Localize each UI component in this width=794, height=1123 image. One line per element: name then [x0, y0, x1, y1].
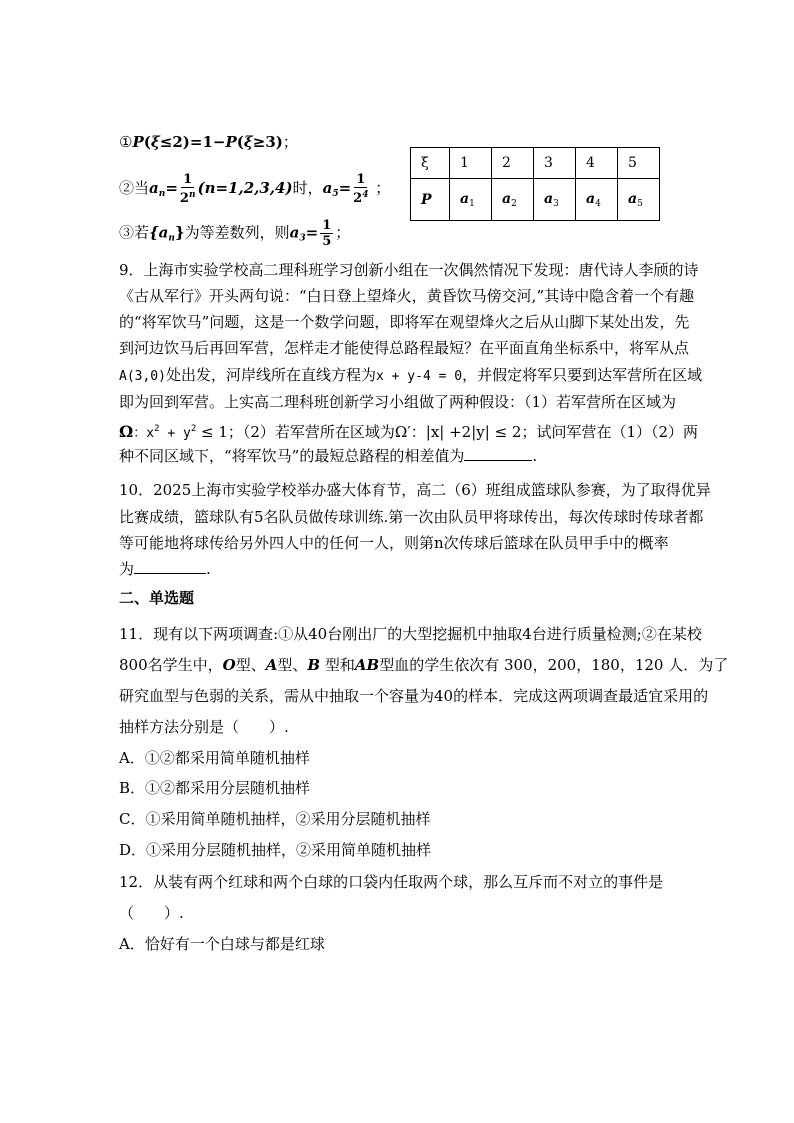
section-heading: 二、单选题 [119, 589, 195, 607]
condition-2: ②当$a_n=$ $\frac{1}{2^n}$ (n=1,2,3,4)时，$a_5=$ $\frac{1}{2^4}$ ； [119, 172, 391, 206]
table-cell: 1 [450, 148, 492, 179]
fraction-1-over-5: $\frac{1}{5}$ [322, 218, 332, 249]
circle-1: ① [119, 133, 133, 151]
table-cell: ξ [411, 148, 450, 179]
table-cell: $a_3$ [534, 179, 576, 221]
condition-3: ③若$\{a_n\}$为等差数列，则$a_3=$ $\frac{1}{5}$ ； [119, 218, 351, 249]
answer-blank[interactable] [134, 559, 206, 574]
table-cell: $a_5$ [618, 179, 660, 221]
table-cell: $a_2$ [492, 179, 534, 221]
table-cell: P [411, 179, 450, 221]
option-a[interactable]: A．恰好有一个白球与都是红球 [119, 935, 325, 953]
table-cell: $a_1$ [450, 179, 492, 221]
table-cell: 5 [618, 148, 660, 179]
table-row [411, 148, 660, 179]
distribution-table [410, 147, 660, 221]
table-cell: 3 [534, 148, 576, 179]
document-page: ①P(ξ≤2)=1−P(ξ≥3)； ②当$a_n=$ $\frac{1}{2^n}$ (n=1,2,3,4)时，$a_5=$ $\frac{1}{2^4}$ ； ③若$\{a_n\}$为等差数列，则$a_3=$ $\frac{1}{5}$ ； ξ 1 2 3 4 5 P $a_1$ $a_2$ $a_3$ $a_4$ $a_5$ 9．上海市实验学校高二理科班学习创新小组在一次偶然情况下发现：唐代诗人李颀的诗 《古从军行》开头两句说：“白日登上望烽火，黄昏饮马傍交河,”其诗中隐含着一个有趣 的“将军饮马”问题，这是一个数学问题，即将军在观望烽火之后从山脚下某处出发，先 到河边饮马后再回军营，怎样走才能使得总路程最短？在平面直角坐标系中，将军从点 A(3,0)处出发，河岸线所在直线方程为x + y-4 = 0，并假定将军只要到达军营所在区域 即为回到军营。上实高二理科班创新学习小组做了两种假设：（1）若军营所在区域为 Ω：$x^2 + y^2 \le 1$；（2）若军营所在区域为Ω′：|x| +2|y| ≤ 2；试问军营在（1）（2）两 种不同区域下，“将军饮马”的最短总路程的相差值为 . 10．2025上海市实验学校举办盛大体育节，高二（6）班组成篮球队参赛，为了取得优异 比赛成绩，篮球队有5名队员做传球训练.第一次由队员甲将球传出，每次传球时传球者都 等可能地将球传给另外四人中的任何一人，则第n次传球后篮球在队员甲手中的概率 为 . 二、单选题 11．现有以下两项调查:①从40台刚出厂的大型挖掘机中抽取4台进行质量检测;②在某校 800名学生中，O型、A型、B 型和AB型血的学生依次有 300，200，180，120 人．为了 研究血型与色弱的关系，需从中抽取一个容量为40的样本．完成这两项调查最适宜采用的 抽样方法分别是（ ）. A．①②都采用简单随机抽样 B．①②都采用分层随机抽样 C．①采用简单随机抽样，②采用分层随机抽样 D．①采用分层随机抽样，②采用简单随机抽样 12．从装有两个红球和两个白球的口袋内任取两个球，那么互斥而不对立的事件是 （ ）. A．恰好有一个白球与都是红球 [119, 133, 729, 953]
option-d[interactable]: D．①采用分层随机抽样，②采用简单随机抽样 [119, 841, 432, 859]
answer-blank[interactable] [464, 446, 532, 461]
table-row [411, 179, 660, 221]
table-cell: 2 [492, 148, 534, 179]
option-a[interactable]: A．①②都采用简单随机抽样 [119, 749, 310, 767]
condition-1: ①P(ξ≤2)=1−P(ξ≥3)； [119, 133, 298, 151]
option-c[interactable]: C．①采用简单随机抽样，②采用分层随机抽样 [119, 810, 431, 828]
table-cell: 4 [576, 148, 618, 179]
fraction-1-over-2-4: $\frac{1}{2^4}$ [353, 172, 369, 206]
fraction-1-over-2n: $\frac{1}{2^n}$ [179, 172, 196, 206]
table-cell: $a_4$ [576, 179, 618, 221]
option-b[interactable]: B．①②都采用分层随机抽样 [119, 779, 311, 797]
